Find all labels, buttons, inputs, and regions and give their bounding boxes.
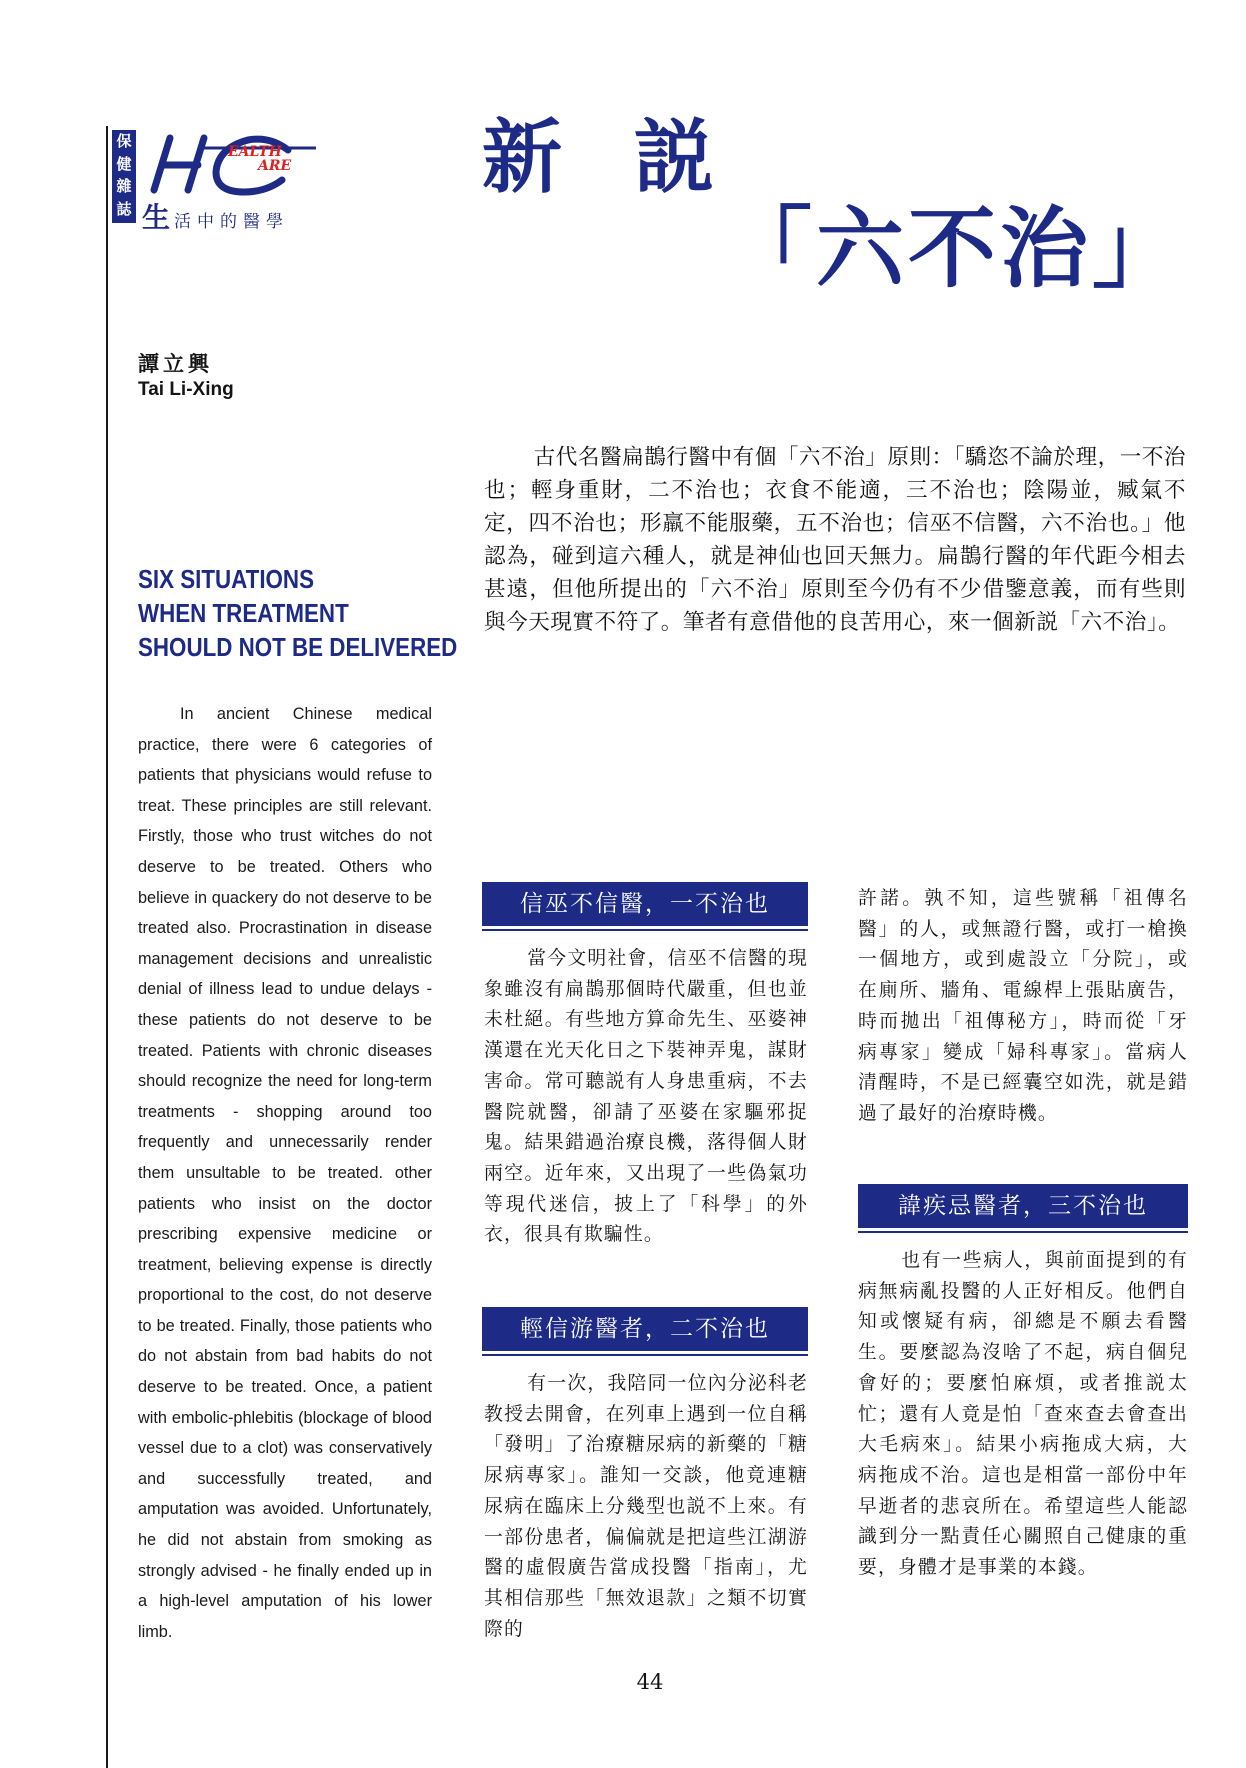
- section-3-text: 也有一些病人，與前面提到的有病無病亂投醫的人正好相反。他們自知或懷疑有病，卻總是不願去看醫生。要麼認為沒啥了不起，病自個兒會好的；要麼怕麻煩，或者推説太忙；還有人竟是怕「查來查去會查出大毛病來」。結果小病拖成大病，大病拖成不治。這也是相當一部份中年早逝者的悲哀所在。希望這些人能認識到分一點責任心關照自己健康的重要，身體才是事業的本錢。: [858, 1250, 1188, 1579]
- masthead-subtitle: [142, 196, 392, 234]
- hc-logo: [140, 130, 330, 200]
- intro-text: 古代名醫扁鵲行醫中有個「六不治」原則：「驕恣不論於理，一不治也；輕身重財，二不治也；衣食不能適，三不治也；陰陽並，臧氣不定，四不治也；形羸不能服藥，五不治也；信巫不信醫，六不治也。」他認為，碰到這六種人，就是神仙也回天無力。扁鵲行醫的年代距今相去甚遠，但他所提出的「六不治」原則至今仍有不少借鑒意義，而有些則與今天現實不符了。筆者有意借他的良苦用心，來一個新説「六不治」。: [484, 445, 1186, 635]
- intro-paragraph: [484, 441, 1186, 639]
- english-summary-text: In ancient Chinese medical practice, there were 6 categories of patients that physicians would refuse to treat. These principles are still relevant. Firstly, those who trust witches do not deserve to be treated. Others who believe in quackery do not deserve to be treated also. Procrastination in disease management decisions and unrealistic denial of illness lead to undue delays - these patients do not deserve to be treated. Patients with chronic diseases should recognize the need for long-term treatments - shopping around too frequently and unnecessarily render them unsultable to be treated. other patients who insist on the doctor prescribing expensive medicine or treatment, believing expense is directly proportional to the cost, do not deserve to be treated. Finally, those patients who do not abstain from bad habits do not deserve to be treated. Once, a patient with embolic-phlebitis (blockage of blood vessel due to a clot) was conservatively and successfully treated, and amputation was avoided. Unfortunately, he did not abstain from smoking as strongly advised - he finally ended up in a high-level amputation of his lower limb.: [138, 705, 432, 1641]
- english-heading: [138, 562, 458, 664]
- section-1-text: 當今文明社會，信巫不信醫的現象雖沒有扁鵲那個時代嚴重，但也並未杜絕。有些地方算命先生、巫婆神漢還在光天化日之下裝神弄鬼，謀財害命。常可聽説有人身患重病，不去醫院就醫，卻請了巫婆在家驅邪捉鬼。結果錯過治療良機，落得個人財兩空。近年來，又出現了一些偽氣功等現代迷信，披上了「科學」的外衣，很具有欺騙性。: [484, 948, 808, 1246]
- section-3-body: [858, 1246, 1188, 1584]
- title-line-1: 新 説: [482, 110, 736, 204]
- section-2-text: 有一次，我陪同一位內分泌科老教授去開會，在列車上遇到一位自稱「發明」了治療糖尿病的新藥的「糖尿病專家」。誰知一交談，他竟連糖尿病在臨床上分幾型也説不上來。有一部份患者，偏偏就是把這些江湖游醫的虛假廣告當成投醫「指南」，尤其相信那些「無效退款」之類不切實際的: [484, 1373, 808, 1640]
- page-number: 44: [636, 1670, 664, 1694]
- author-name-chinese: 譚立興: [138, 351, 213, 376]
- section-1-heading: 信巫不信醫，一不治也: [482, 882, 808, 926]
- logo-script-top: EALTH: [228, 144, 282, 160]
- section-1-body: [484, 944, 808, 1251]
- section-2-heading: 輕信游醫者，二不治也: [482, 1307, 808, 1351]
- section-3-heading: 諱疾忌醫者，三不治也: [858, 1184, 1188, 1228]
- subtitle-big-char: 生: [142, 201, 171, 234]
- english-heading-line-1: SIX SITUATIONS: [138, 564, 315, 594]
- title-line-2: 「六不治」: [724, 196, 1185, 300]
- masthead-vertical-label: 保 健 雜 誌: [112, 130, 136, 223]
- subtitle-rest: 活中的醫學: [174, 212, 290, 232]
- section-2-continued-text: 許諾。孰不知，這些號稱「祖傳名醫」的人，或無證行醫，或打一槍換一個地方，或到處設立「分院」，或在廁所、牆角、電線桿上張貼廣告，時而拋出「祖傳秘方」，時而從「牙病專家」變成「婦科專家」。當病人清醒時，不是已經囊空如洗，就是錯過了最好的治療時機。: [858, 888, 1188, 1124]
- english-heading-line-3: SHOULD NOT BE DELIVERED: [138, 632, 458, 662]
- left-margin-rule: [106, 126, 108, 1768]
- magazine-masthead: [112, 130, 332, 234]
- section-2-body: [484, 1369, 808, 1645]
- logo-script-bottom: ARE: [258, 158, 292, 174]
- english-summary: [138, 699, 432, 1647]
- english-heading-line-2: WHEN TREATMENT: [138, 598, 349, 628]
- section-2-continued: [858, 884, 1188, 1130]
- author-name-english: Tai Li-Xing: [138, 379, 234, 400]
